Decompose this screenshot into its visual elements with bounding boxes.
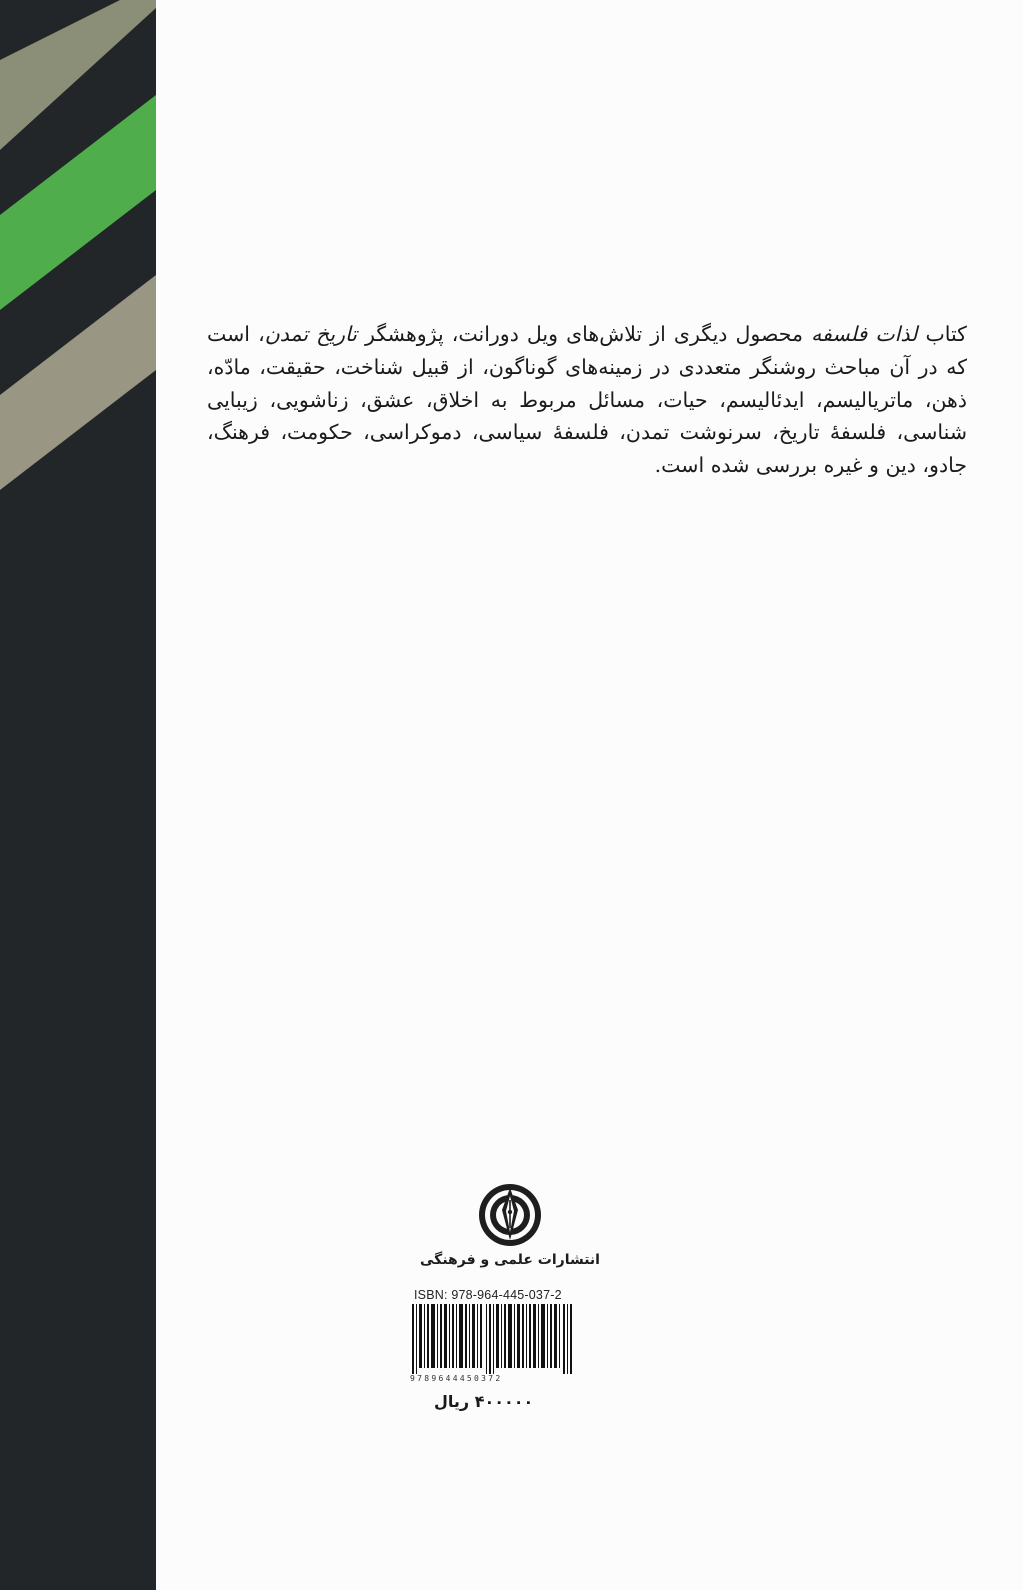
description-prefix: کتاب — [925, 322, 967, 346]
book-description — [207, 318, 967, 482]
publisher-name: انتشارات علمی و فرهنگی — [420, 1252, 600, 1268]
book-title: لذات فلسفه — [811, 322, 918, 346]
pen-nib-concentric-circles-icon — [477, 1182, 543, 1248]
publisher-block — [400, 1182, 620, 1268]
description-part-1: محصول دیگری از تلاش‌های ویل دورانت، پژوهشگر — [365, 322, 803, 346]
stripe-khaki — [0, 275, 156, 490]
price-label: ۴۰۰۰۰۰ ریال — [434, 1392, 534, 1411]
description-part-2: ، است که در آن مباحث روشنگر متعددی در زمینه‌های گوناگون، از قبیل شناخت، حقیقت، مادّه، ذهن، ماتریالیسم، ایدئالیسم، حیات، مسائل مربوط به اخلاق، عشق، زناشویی، زیبایی شناسی، فلسفهٔ تاریخ، سرنوشت تمدن، فلسفهٔ سیاسی، دموکراسی، حکومت، فرهنگ، جادو، دین و غیره بررسی شده است. — [207, 322, 967, 478]
barcode-digits: 9789644450372 — [410, 1374, 503, 1383]
work-title: تاریخ تمدن — [264, 322, 357, 346]
cover-spine-band — [0, 0, 156, 1590]
barcode — [410, 1304, 575, 1374]
isbn-label: ISBN: 978-964-445-037-2 — [414, 1288, 562, 1302]
diagonal-stripes — [0, 0, 156, 1590]
